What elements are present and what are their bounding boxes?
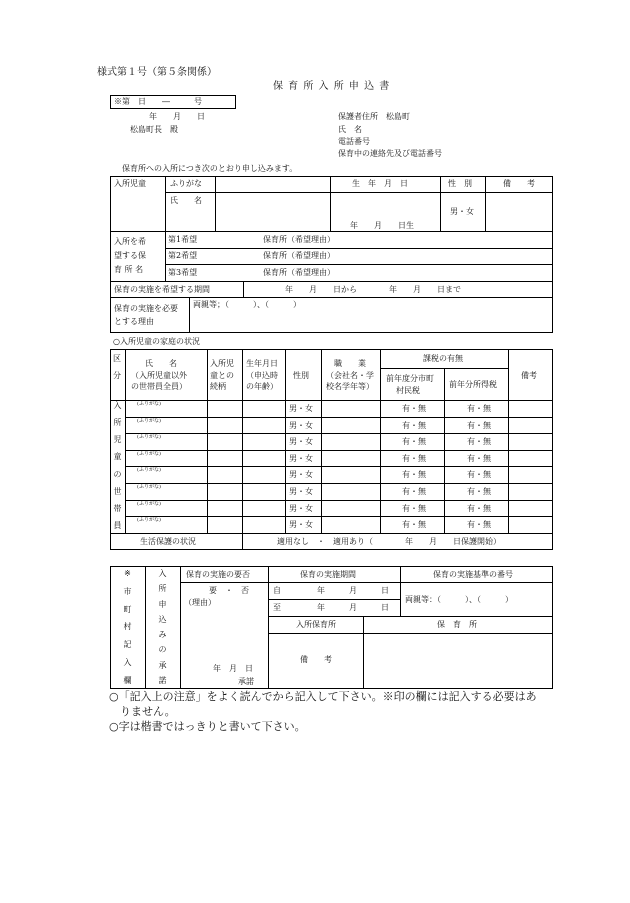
reason-value: 両親等；（ ）、（ ） [193,300,301,309]
intro-text: 保育所への入所につき次のとおり申し込みます。 [122,164,298,173]
job-header-2: （会社名・学 [326,371,374,380]
row-divider [125,450,553,451]
row-divider [125,433,553,434]
note-1: ○「記入上の注意」をよく読んでから記入して下さい。※印の欄には記入する必要はあ [109,690,537,703]
nursery-label-line2: 望する保 [114,251,146,260]
row-furigana: (ふりがな) [137,484,161,490]
period-from-date: 年 月 日 [317,586,389,595]
need-value: 要 ・ 否 [209,586,249,595]
row-income-tax: 有・無 [467,420,491,430]
relation-header-2: 童との [210,371,234,380]
welfare-value: 適用なし ・ 適用あり（ 年 月 日保護開始） [277,537,501,546]
name-header-1: 氏 名 [145,359,177,368]
guardian-name: 氏 名 [338,125,362,134]
nursery-header: 保 育 所 [437,620,477,629]
household-side-label: 入 所 児 童 の 世 帯 員 [113,401,122,530]
row-divider [125,500,553,501]
row-municipal-tax: 有・無 [402,437,426,447]
need-reason: （理由） [184,598,216,607]
choice-2-value: 保育所（希望理由） [263,251,335,260]
note-1-continued: りません。 [109,705,176,718]
remarks-col-header: 備考 [521,371,537,380]
tax2-header: 前年分所得税 [449,380,497,389]
name-header-3: の世帯員全員） [131,382,187,391]
dob-header: 生 年 月 日 [352,179,408,188]
sex-value: 男・女 [450,207,474,216]
guardian-contact: 保育中の連絡先及び電話番号 [338,149,442,158]
row-furigana: (ふりがな) [137,417,161,424]
row-sex: 男・女 [289,520,313,530]
row-income-tax: 有・無 [467,470,491,480]
job-header-1: 職 業 [334,359,366,368]
row-municipal-tax: 有・無 [402,470,426,480]
choice-3-label: 第3希望 [168,268,198,277]
sex-header: 性 別 [448,179,472,188]
choice-1-label: 第1希望 [168,235,198,244]
row-divider [125,516,553,517]
row-sex: 男・女 [289,453,313,463]
row-sex: 男・女 [289,437,313,447]
approval-side-label: 入 所 申 込 み の 承 諾 [158,569,167,685]
job-header-3: 校名学年等） [326,382,374,391]
guardian-address: 保護者住所 松島町 [338,112,410,121]
row-furigana: (ふりがな) [137,450,161,457]
tax1-header-1: 前年度分市町 [386,374,434,383]
dob-value: 年 月 日生 [350,221,414,230]
kubun-header-2: 分 [113,371,121,380]
need-header: 保育の実施の要否 [186,570,250,579]
row-municipal-tax: 有・無 [402,520,426,530]
row-sex: 男・女 [289,503,313,513]
name-header-2: （入所児童以外 [131,371,187,380]
row-municipal-tax: 有・無 [402,404,426,413]
row-sex: 男・女 [289,404,313,413]
dob-col-header-2: （申込時 [246,371,278,380]
row-income-tax: 有・無 [467,520,491,530]
row-divider [125,417,553,418]
row-sex: 男・女 [289,420,313,430]
guardian-phone: 電話番号 [338,137,370,146]
reference-number-box [110,95,236,109]
office-use-label: ※ 市 町 村 記 入 欄 [123,569,132,685]
assigned-nursery-header: 入所保育所 [296,620,336,629]
row-furigana: (ふりがな) [137,500,161,507]
row-sex: 男・女 [289,487,313,496]
tax-header: 課税の有無 [423,354,463,363]
approval-date: 年 月 日 [213,664,253,673]
period-to-date: 年 月 日 [317,603,389,612]
period-to: 至 [273,603,281,612]
name-label: 氏 名 [170,196,202,205]
tax1-header-2: 村民税 [396,386,420,395]
dob-col-header-1: 生年月日 [246,359,278,368]
row-income-tax: 有・無 [467,453,491,463]
reason-label-line1: 保育の実施を必要 [114,304,178,313]
row-municipal-tax: 有・無 [402,420,426,430]
relation-header-3: 続柄 [210,382,226,391]
period-value: 年 月 日から 年 月 日まで [285,285,461,294]
basis-value: 両親等：（ ）、（ ） [405,595,513,604]
period-from: 自 [273,586,281,595]
reference-number: ※第 日 ― 号 [114,97,202,106]
row-sex: 男・女 [289,470,313,480]
row-divider [125,466,553,467]
welfare-label: 生活保護の状況 [140,537,196,546]
row-income-tax: 有・無 [467,437,491,447]
approval-text: 承諾 [238,677,254,686]
row-furigana: (ふりがな) [137,401,161,407]
row-furigana: (ふりがな) [137,517,161,524]
addressee: 松島町長 殿 [130,125,178,134]
period-header: 保育の実施期間 [300,570,356,579]
applicant-label: 入所児童 [114,179,146,188]
row-municipal-tax: 有・無 [402,453,426,463]
choice-1-value: 保育所（希望理由） [263,235,335,244]
sex-col-header: 性別 [293,371,309,380]
choice-3-value: 保育所（希望理由） [263,268,335,277]
row-municipal-tax: 有・無 [402,487,426,496]
reason-label-line2: とする理由 [114,317,154,326]
nursery-label-line3: 育 所 名 [114,265,144,274]
row-municipal-tax: 有・無 [402,503,426,513]
row-furigana: (ふりがな) [137,434,161,441]
furigana-label: ふりがな [170,179,202,188]
application-date: 年 月 日 [149,112,205,121]
row-divider [125,483,553,484]
note-2: ○字は楷書ではっきりと書いて下さい。 [109,720,306,733]
office-remarks: 備 考 [300,655,332,664]
kubun-header-1: 区 [113,354,121,363]
remarks-header: 備 考 [503,179,535,188]
dob-col-header-3: の年齢） [246,382,278,391]
row-income-tax: 有・無 [467,404,491,413]
form-title: 保 育 所 入 所 申 込 書 [273,81,391,92]
family-caption: ○入所児童の家庭の状況 [113,337,200,346]
row-furigana: (ふりがな) [137,467,161,474]
nursery-label-line1: 入所を希 [114,237,146,246]
row-income-tax: 有・無 [467,503,491,513]
choice-2-label: 第2希望 [168,251,198,260]
basis-header: 保育の実施基準の番号 [433,570,513,579]
form-number: 様式第１号（第５条関係） [97,67,217,78]
row-income-tax: 有・無 [467,487,491,496]
period-label: 保育の実施を希望する期間 [114,285,210,294]
relation-header-1: 入所児 [210,359,234,368]
